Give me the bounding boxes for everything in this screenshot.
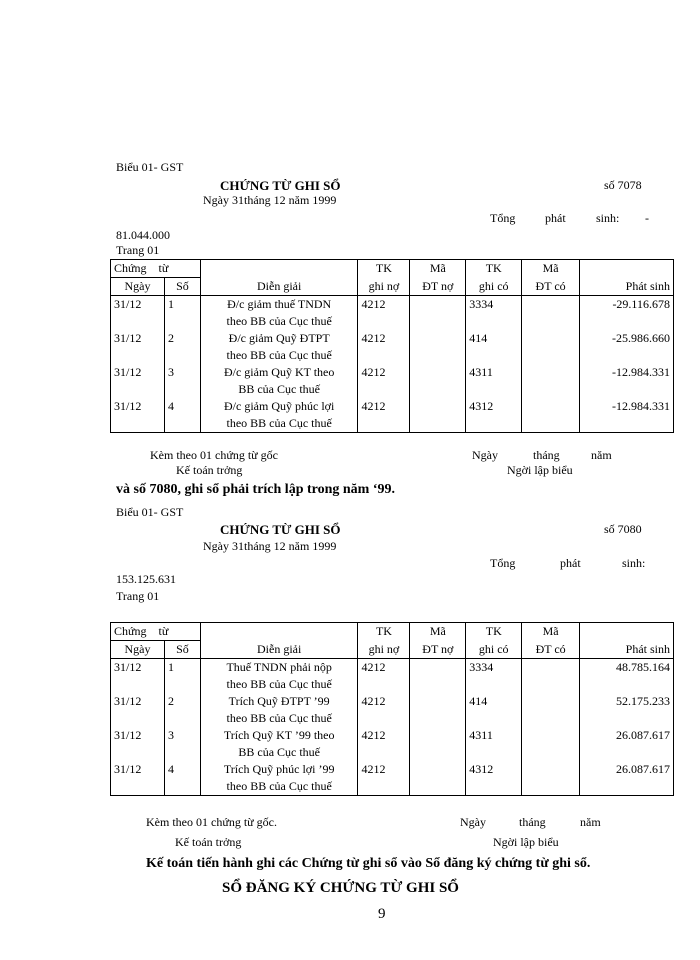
row-number: 3 (164, 364, 200, 398)
row-debit-code (410, 364, 466, 398)
voucher-number: số 7080 (604, 522, 642, 536)
row-date: 31/12 (111, 296, 165, 331)
row-date: 31/12 (111, 659, 165, 694)
row-description: Đ/c giảm thuế TNDN theo BB của Cục thuế (200, 296, 358, 331)
sign-date: tháng (533, 448, 560, 462)
sign-date: Ngày (472, 448, 498, 462)
row-debit-code (410, 693, 466, 727)
table-row (111, 659, 674, 694)
header-chung: Chứng (114, 261, 147, 275)
row-description: Trích Quỹ KT ’99 theo BB của Cục thuế (200, 727, 358, 761)
header-phat-sinh: Phát sinh (580, 623, 674, 659)
voucher-date: Ngày 31tháng 12 năm 1999 (203, 539, 337, 553)
attached-note: Kèm theo 01 chứng từ gốc (150, 448, 278, 462)
row-date: 31/12 (111, 761, 165, 796)
header-ghi-co: ghi có (466, 278, 522, 296)
row-credit: 4312 (466, 761, 522, 796)
form-code: Biểu 01- GST (116, 160, 184, 174)
table-header-row (111, 260, 674, 278)
table-row (111, 398, 674, 433)
row-credit-code (522, 296, 580, 331)
header-ma: Mã (522, 623, 580, 641)
preparer-signature: Ngời lập biểu (507, 463, 573, 477)
header-ma: Mã (522, 260, 580, 278)
header-tk: TK (466, 623, 522, 641)
row-credit-code (522, 727, 580, 761)
row-description: Trích Quỹ ĐTPT ’99 theo BB của Cục thuế (200, 693, 358, 727)
row-debit-code (410, 296, 466, 331)
total-label: sinh: (622, 556, 646, 570)
header-dien-giai: Diễn giải (200, 623, 358, 659)
table-row (111, 761, 674, 796)
attached-note: Kèm theo 01 chứng từ gốc. (146, 815, 277, 829)
row-amount: -12.984.331 (580, 364, 674, 398)
table-row (111, 330, 674, 364)
row-credit-code (522, 693, 580, 727)
header-dt-co: ĐT có (522, 278, 580, 296)
header-tk: TK (358, 623, 410, 641)
sign-date: Ngày (460, 815, 486, 829)
row-amount: -12.984.331 (580, 398, 674, 433)
page-number: 9 (378, 906, 386, 922)
row-number: 1 (164, 296, 200, 331)
voucher-date: Ngày 31tháng 12 năm 1999 (203, 193, 337, 207)
sign-date: tháng (519, 815, 546, 829)
closing-text: Kế toán tiến hành ghi các Chứng từ ghi sổ vào Sổ đăng ký chứng từ ghi sổ. (146, 856, 591, 871)
total-label: phát (545, 211, 566, 225)
header-tk: TK (466, 260, 522, 278)
row-amount: -29.116.678 (580, 296, 674, 331)
table-row (111, 296, 674, 331)
row-amount: 26.087.617 (580, 727, 674, 761)
row-credit: 4311 (466, 727, 522, 761)
row-debit-code (410, 727, 466, 761)
header-ma: Mã (410, 623, 466, 641)
row-credit-code (522, 398, 580, 433)
header-ghi-no: ghi nợ (358, 278, 410, 296)
row-number: 3 (164, 727, 200, 761)
header-phat-sinh: Phát sinh (580, 260, 674, 296)
total-label: phát (560, 556, 581, 570)
row-debit: 4212 (358, 693, 410, 727)
voucher-table (110, 622, 674, 796)
row-debit-code (410, 761, 466, 796)
row-credit: 4312 (466, 398, 522, 433)
row-amount: -25.986.660 (580, 330, 674, 364)
row-number: 4 (164, 761, 200, 796)
row-debit: 4212 (358, 296, 410, 331)
total-label: Tổng (490, 211, 516, 225)
row-debit: 4212 (358, 398, 410, 433)
row-debit: 4212 (358, 727, 410, 761)
header-ghi-no: ghi nợ (358, 641, 410, 659)
row-debit: 4212 (358, 330, 410, 364)
row-credit-code (522, 761, 580, 796)
row-debit: 4212 (358, 761, 410, 796)
register-title: SỔ ĐĂNG KÝ CHỨNG TỪ GHI SỔ (222, 880, 459, 896)
row-credit-code (522, 364, 580, 398)
header-ghi-co: ghi có (466, 641, 522, 659)
row-credit: 3334 (466, 296, 522, 331)
header-tk: TK (358, 260, 410, 278)
header-ngay: Ngày (111, 641, 165, 659)
row-number: 1 (164, 659, 200, 694)
row-number: 2 (164, 693, 200, 727)
table-row (111, 693, 674, 727)
voucher-number: số 7078 (604, 178, 642, 192)
row-description: Đ/c giảm Quỹ KT theo BB của Cục thuế (200, 364, 358, 398)
total-label: sinh: (596, 211, 620, 225)
header-dien-giai: Diễn giải (200, 260, 358, 296)
voucher-title: CHỨNG TỪ GHI SỔ (220, 178, 341, 193)
row-debit: 4212 (358, 364, 410, 398)
voucher-title: CHỨNG TỪ GHI SỔ (220, 522, 341, 537)
row-credit-code (522, 659, 580, 694)
accountant-signature: Kế toán trởng (175, 835, 242, 849)
sign-date: năm (591, 448, 612, 462)
table-header-row (111, 623, 674, 641)
total-value: 153.125.631 (116, 572, 176, 586)
table-row (111, 727, 674, 761)
header-tu: từ (158, 624, 169, 638)
header-so: Số (164, 278, 200, 296)
row-description: Đ/c giảm Quỹ phúc lợi theo BB của Cục thuế (200, 398, 358, 433)
row-credit: 4311 (466, 364, 522, 398)
row-amount: 26.087.617 (580, 761, 674, 796)
row-debit: 4212 (358, 659, 410, 694)
row-description: Đ/c giảm Quỹ ĐTPT theo BB của Cục thuế (200, 330, 358, 364)
row-credit: 3334 (466, 659, 522, 694)
accountant-signature: Kế toán trởng (176, 463, 243, 477)
header-dt-no: ĐT nợ (410, 641, 466, 659)
header-dt-no: ĐT nợ (410, 278, 466, 296)
sign-date: năm (580, 815, 601, 829)
row-description: Thuế TNDN phải nộp theo BB của Cục thuế (200, 659, 358, 694)
row-debit-code (410, 659, 466, 694)
voucher-table (110, 259, 674, 433)
row-credit-code (522, 330, 580, 364)
row-debit-code (410, 398, 466, 433)
header-chung: Chứng (114, 624, 147, 638)
header-tu: từ (158, 261, 169, 275)
header-ma: Mã (410, 260, 466, 278)
total-value: 81.044.000 (116, 228, 170, 242)
row-number: 2 (164, 330, 200, 364)
row-credit: 414 (466, 330, 522, 364)
row-date: 31/12 (111, 330, 165, 364)
header-dt-co: ĐT có (522, 641, 580, 659)
page-label: Trang 01 (116, 589, 160, 603)
header-so: Số (164, 641, 200, 659)
row-number: 4 (164, 398, 200, 433)
form-code: Biểu 01- GST (116, 505, 184, 519)
row-amount: 48.785.164 (580, 659, 674, 694)
total-dash: - (645, 211, 649, 225)
row-description: Trích Quỹ phúc lợi ’99 theo BB của Cục thuế (200, 761, 358, 796)
row-date: 31/12 (111, 727, 165, 761)
row-date: 31/12 (111, 398, 165, 433)
table-row (111, 364, 674, 398)
row-date: 31/12 (111, 693, 165, 727)
page-label: Trang 01 (116, 243, 160, 257)
header-ngay: Ngày (111, 278, 165, 296)
row-credit: 414 (466, 693, 522, 727)
row-date: 31/12 (111, 364, 165, 398)
transition-text: và số 7080, ghi sổ phải trích lập trong năm ‘99. (116, 482, 395, 497)
total-label: Tổng (490, 556, 516, 570)
preparer-signature: Ngời lập biểu (493, 835, 559, 849)
row-debit-code (410, 330, 466, 364)
row-amount: 52.175.233 (580, 693, 674, 727)
